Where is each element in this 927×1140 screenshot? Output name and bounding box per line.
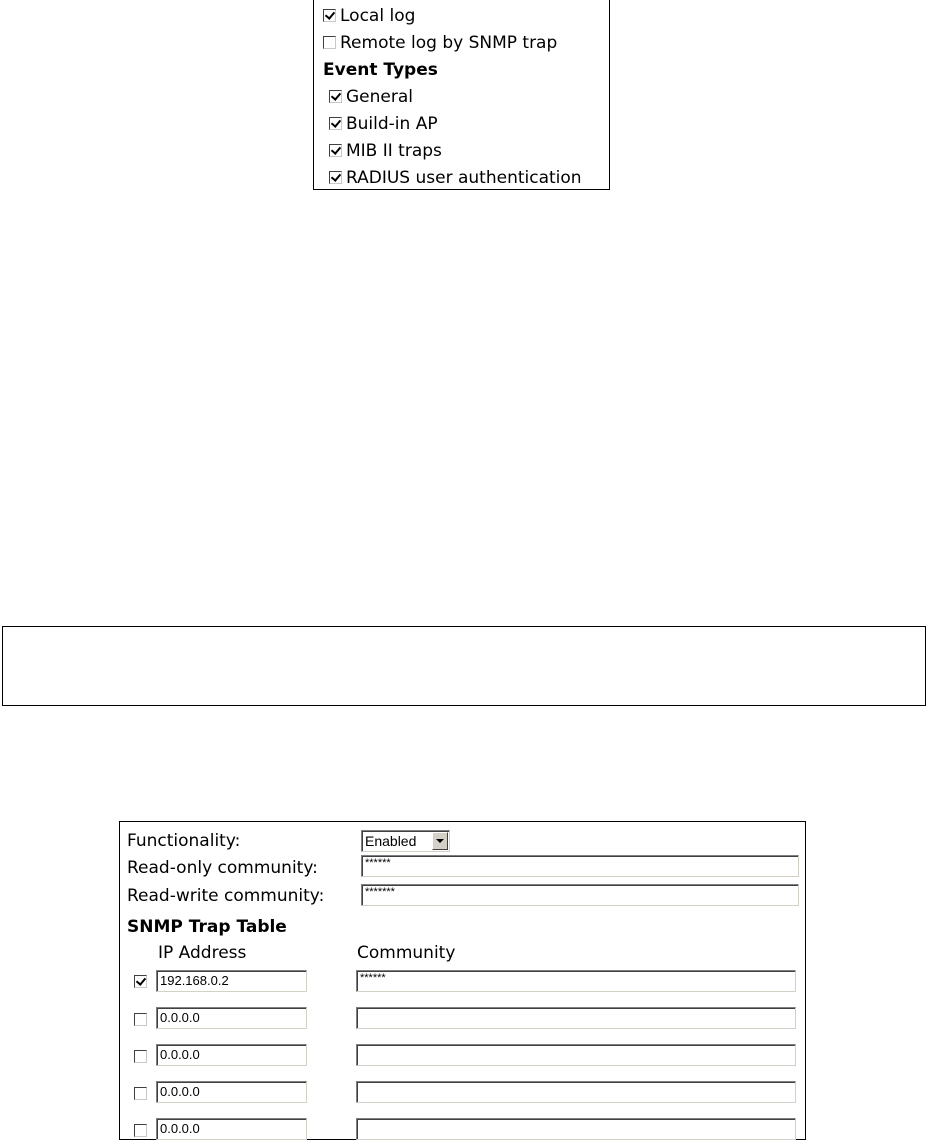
trap-row-1-checkbox[interactable] [134,975,147,988]
trap-row-5-ip-input[interactable]: 0.0.0.0 [156,1118,307,1140]
local-log-option[interactable] [323,2,609,29]
radius-auth-label: RADIUS user authentication [346,167,582,188]
trap-table-heading: SNMP Trap Table [127,917,287,937]
read-only-community-label: Read-only community: [127,858,318,878]
mib-ii-traps-label: MIB II traps [346,140,442,161]
trap-row-5-community-input[interactable] [356,1118,796,1140]
trap-row-5-checkbox[interactable] [134,1124,147,1137]
functionality-label: Functionality: [127,831,241,851]
trap-row-4-ip-input[interactable]: 0.0.0.0 [156,1081,307,1103]
event-type-general[interactable] [323,83,609,110]
ip-address-column-header: IP Address [158,943,247,963]
general-checkbox[interactable] [329,90,342,103]
functionality-select[interactable] [361,830,450,852]
read-write-community-input[interactable]: ******* [361,884,799,906]
event-types-heading: Event Types [323,59,438,80]
event-log-panel [313,0,610,190]
read-write-community-label: Read-write community: [127,886,325,906]
event-type-radius-auth[interactable] [323,164,609,191]
chevron-down-icon[interactable] [432,832,448,850]
trap-row-3-ip-input[interactable]: 0.0.0.0 [156,1044,307,1066]
trap-row-2-ip-input[interactable]: 0.0.0.0 [156,1007,307,1029]
trap-row-1-ip-input[interactable]: 192.168.0.2 [156,970,307,992]
community-column-header: Community [357,943,456,963]
trap-row-4-community-input[interactable] [356,1081,796,1103]
note-box [2,626,926,706]
trap-row-3-checkbox[interactable] [134,1050,147,1063]
event-type-mib-ii-traps[interactable] [323,137,609,164]
trap-row-1-community-input[interactable]: ****** [356,970,796,992]
trap-row-2-community-input[interactable] [356,1007,796,1029]
remote-log-label: Remote log by SNMP trap [340,32,558,53]
build-in-ap-checkbox[interactable] [329,117,342,130]
event-type-build-in-ap[interactable] [323,110,609,137]
mib-ii-traps-checkbox[interactable] [329,144,342,157]
local-log-label: Local log [340,5,416,26]
trap-row-4-checkbox[interactable] [134,1087,147,1100]
radius-auth-checkbox[interactable] [329,171,342,184]
local-log-checkbox[interactable] [323,9,336,22]
general-label: General [346,86,413,107]
remote-log-option[interactable] [323,29,609,56]
remote-log-checkbox[interactable] [323,36,336,49]
snmp-panel [119,821,806,1140]
functionality-value: Enabled [365,833,417,849]
trap-row-2-checkbox[interactable] [134,1013,147,1026]
build-in-ap-label: Build-in AP [346,113,438,134]
trap-row-3-community-input[interactable] [356,1044,796,1066]
read-only-community-input[interactable]: ****** [361,855,799,877]
